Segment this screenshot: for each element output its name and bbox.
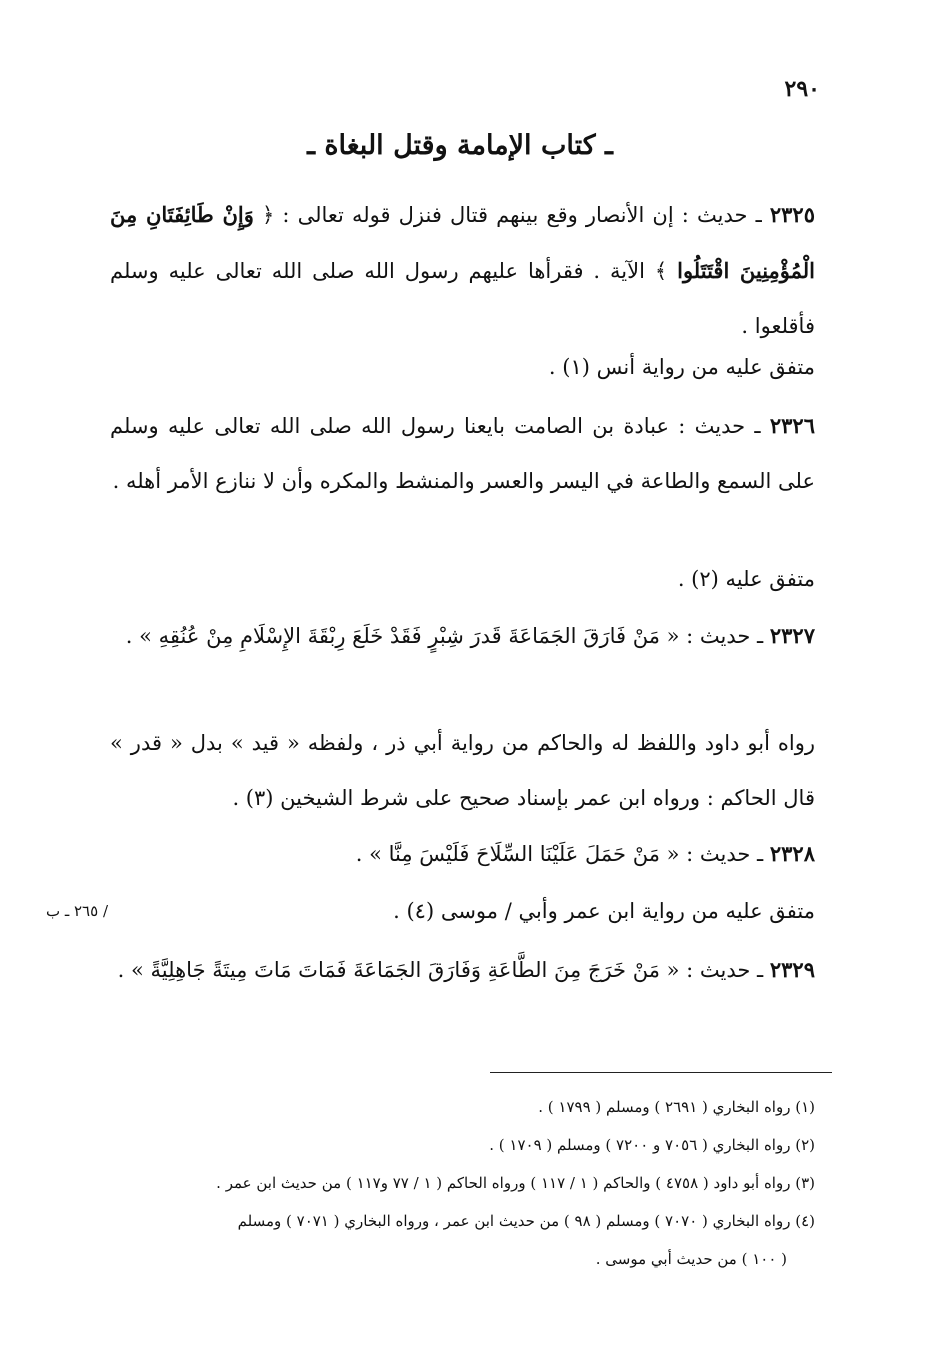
footnote-4: (٤) رواه البخاري ( ٧٠٧٠ ) ومسلم ( ٩٨ ) من حديث ابن عمر ، ورواه البخاري ( ٧٠٧١ ) ومسلم — [237, 1212, 815, 1230]
hadith-2328-source: متفق عليه من رواية ابن عمر وأبي / موسى (٤) . — [393, 899, 815, 923]
hadith-number: ٢٣٢٦ — [769, 413, 815, 438]
hadith-2327-source: رواه أبو داود واللفظ له والحاكم من رواية أبي ذر ، ولفظه « قيد » بدل « قدر » قال الحاكم : ورواه ابن عمر بإسناد صحيح على شرط الشيخين (٣) . — [110, 731, 815, 810]
hadith-2327 — [110, 608, 815, 664]
hadith-text: ـ حديث : « مَنْ فَارَقَ الجَمَاعَةَ قَدرَ شِبْرٍ فَقَدْ خَلَعَ رِبْقَةَ الإِسْلَامِ مِنْ عُنُقِهِ » . — [125, 624, 764, 648]
hadith-2329 — [110, 942, 815, 998]
chapter-title: ـ كتاب الإمامة وقتل البغاة ـ — [307, 130, 613, 161]
hadith-2326-source: متفق عليه (٢) . — [677, 567, 815, 591]
hadith-2325-source: متفق عليه من رواية أنس (١) . — [548, 355, 815, 379]
hadith-number: ٢٣٢٩ — [769, 957, 815, 982]
footnote-4-continued: ( ١٠٠ ) من حديث أبي موسى . — [595, 1250, 787, 1268]
hadith-text: ـ حديث : عبادة بن الصامت بايعنا رسول الله صلى الله تعالى عليه وسلم على السمع والطاعة في اليسر والعسر والمنشط والمكره وأن لا ننازع الأمر أهله . — [110, 414, 815, 493]
page-number: ٢٩٠ — [784, 76, 820, 102]
margin-note: / ٢٦٥ ـ ب — [45, 902, 108, 920]
hadith-2328 — [110, 826, 815, 882]
hadith-number: ٢٣٢٨ — [769, 841, 815, 866]
quran-verse: وَإِنْ طَائِفَتَانِ مِنَ الْمُؤْمِنِينَ اقْتَتَلُوا — [110, 202, 816, 283]
footnote-3: (٣) رواه أبو داود ( ٤٧٥٨ ) والحاكم ( ١ / ١١٧ ) ورواه الحاكم ( ١ / ٧٧ و١١٧ ) من حديث ابن عمر . — [216, 1174, 815, 1192]
footnote-divider — [490, 1072, 832, 1073]
footnote-1: (١) رواه البخاري ( ٢٦٩١ ) ومسلم ( ١٧٩٩ ) . — [538, 1098, 815, 1116]
hadith-number: ٢٣٢٧ — [769, 623, 815, 648]
hadith-number: ٢٣٢٥ — [769, 202, 815, 227]
hadith-2326 — [110, 398, 815, 509]
hadith-text: ﴾ الآية . فقرأها عليهم رسول الله صلى الله تعالى عليه وسلم فأقلعوا . — [110, 259, 815, 338]
footnote-2: (٢) رواه البخاري ( ٧٠٥٦ و ٧٢٠٠ ) ومسلم ( ١٧٠٩ ) . — [489, 1136, 815, 1154]
hadith-text: ـ حديث : إن الأنصار وقع بينهم قتال فنزل قوله تعالى : ﴿ — [262, 203, 762, 227]
footnotes — [110, 1088, 815, 1278]
hadith-text: ـ حديث : « مَنْ خَرَجَ مِنَ الطَّاعَةِ وَفَارَقَ الجَمَاعَةَ فَمَاتَ مَاتَ مِيتَةً جَاهِلِيَّةً » . — [117, 958, 764, 982]
hadith-text: ـ حديث : « مَنْ حَمَلَ عَلَيْنَا السِّلَاحَ فَلَيْسَ مِنَّا » . — [355, 842, 764, 866]
hadith-2325 — [110, 187, 815, 354]
